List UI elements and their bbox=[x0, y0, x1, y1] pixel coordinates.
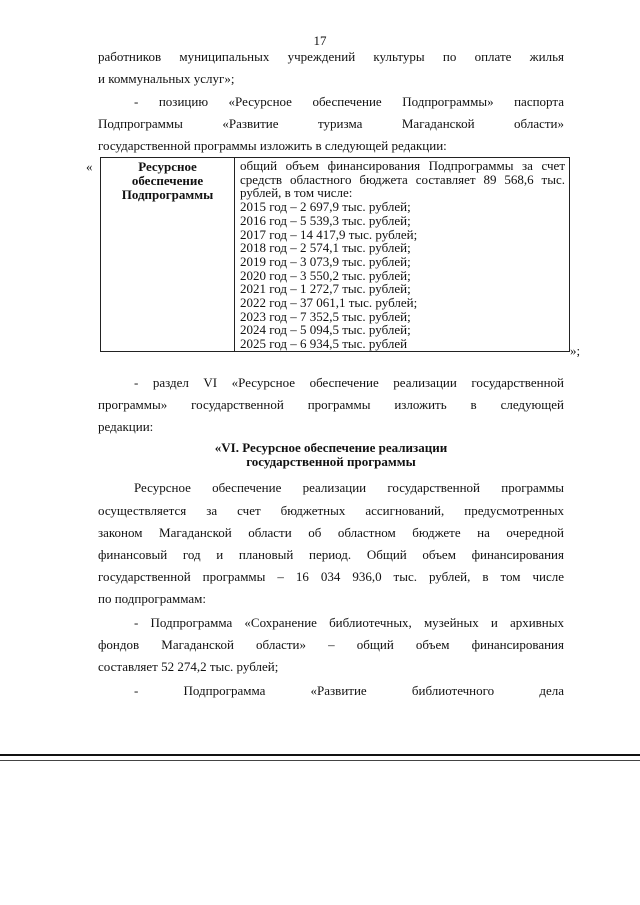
text-line: законом Магаданской области об областном бюджете на очередной bbox=[98, 525, 564, 540]
text-line: - Подпрограмма «Сохранение библиотечных, музейных и архивных bbox=[134, 615, 564, 630]
text-line: редакции: bbox=[98, 419, 154, 434]
text-line: - позицию «Ресурсное обеспечение Подпрограммы» паспорта bbox=[134, 94, 564, 109]
resource-intro: общий объем финансирования Подпрограммы за счет средств областного бюджета составляет 89 568,6 тыс. рублей, в том числе: bbox=[240, 158, 565, 201]
text-line: финансовый год и плановый период. Общий объем финансирования bbox=[98, 547, 564, 562]
year-amount: 2025 год – 6 934,5 тыс. рублей bbox=[240, 336, 408, 352]
closing-quote: »; bbox=[570, 343, 581, 358]
text-line: программы» государственной программы изложить в следующей bbox=[98, 397, 564, 412]
text-line: фондов Магаданской области» – общий объем финансирования bbox=[98, 637, 564, 652]
text-line: государственной программы изложить в следующей редакции: bbox=[98, 138, 447, 153]
text-line: - Подпрограмма «Развитие библиотечного дела bbox=[134, 683, 564, 698]
year-amount: 2018 год – 2 574,1 тыс. рублей; bbox=[240, 240, 411, 256]
text-line: Подпрограммы «Развитие туризма Магаданской области» bbox=[98, 116, 564, 131]
year-amount: 2024 год – 5 094,5 тыс. рублей; bbox=[240, 322, 411, 338]
year-amount: 2016 год – 5 539,3 тыс. рублей; bbox=[240, 212, 411, 228]
resource-value-cell bbox=[235, 158, 570, 352]
text-line: государственной программы – 16 034 936,0 тыс. рублей, в том числе bbox=[98, 569, 564, 584]
text-line: осуществляется за счет бюджетных ассигнований, предусмотренных bbox=[98, 503, 564, 518]
section-heading: государственной программы bbox=[246, 454, 416, 469]
year-amount: 2017 год – 14 417,9 тыс. рублей; bbox=[240, 226, 418, 242]
year-amount: 2021 год – 1 272,7 тыс. рублей; bbox=[240, 281, 411, 297]
resource-label-cell bbox=[101, 158, 235, 352]
text-line: по подпрограммам: bbox=[98, 591, 206, 606]
resource-label-line: Подпрограммы bbox=[121, 187, 214, 202]
resource-table bbox=[100, 157, 570, 352]
year-amount: 2022 год – 37 061,1 тыс. рублей; bbox=[240, 295, 418, 311]
page-number: 17 bbox=[313, 33, 327, 48]
text-line: и коммунальных услуг»; bbox=[98, 71, 235, 86]
text-line: Ресурсное обеспечение реализации государственной программы bbox=[134, 480, 564, 495]
year-amount: 2015 год – 2 697,9 тыс. рублей; bbox=[240, 199, 411, 215]
resource-label-line: Ресурсное bbox=[138, 159, 197, 174]
opening-quote: « bbox=[86, 159, 93, 174]
section-heading: «VI. Ресурсное обеспечение реализации bbox=[214, 440, 448, 455]
text-line: работников муниципальных учреждений культуры по оплате жилья bbox=[98, 49, 564, 64]
year-amount: 2019 год – 3 073,9 тыс. рублей; bbox=[240, 253, 411, 269]
footer-rule bbox=[0, 760, 640, 761]
text-line: - раздел VI «Ресурсное обеспечение реализации государственной bbox=[134, 375, 564, 390]
footer-rule bbox=[0, 754, 640, 756]
year-amount: 2020 год – 3 550,2 тыс. рублей; bbox=[240, 267, 411, 283]
year-amount: 2023 год – 7 352,5 тыс. рублей; bbox=[240, 308, 411, 324]
text-line: составляет 52 274,2 тыс. рублей; bbox=[98, 659, 279, 674]
resource-label-line: обеспечение bbox=[131, 173, 204, 188]
